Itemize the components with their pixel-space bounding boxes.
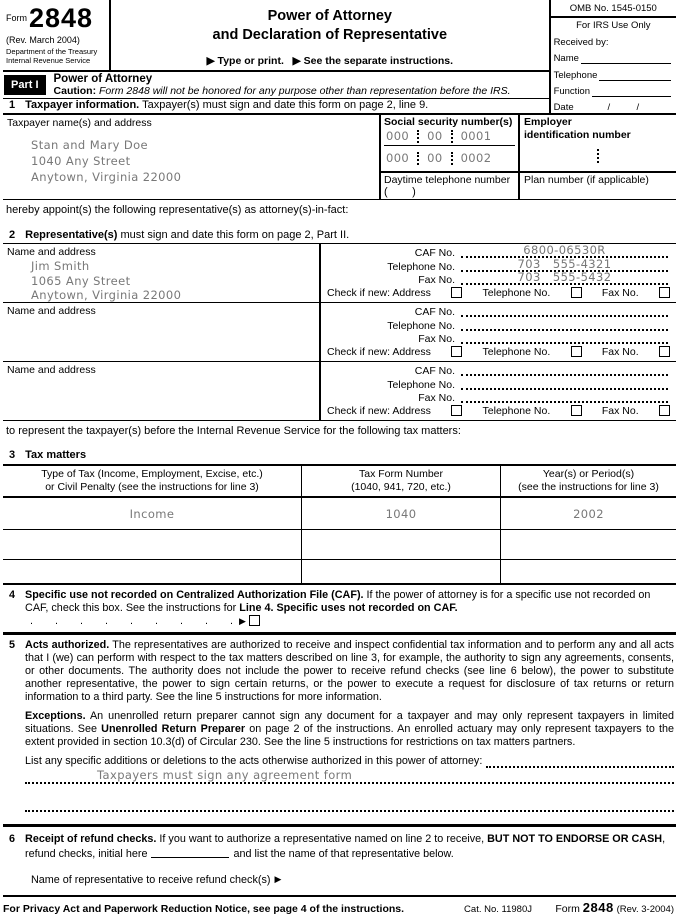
line4-specific-use — [3, 589, 676, 629]
line6-number: 6 — [9, 833, 16, 846]
representative-row-1 — [3, 244, 676, 303]
rep2-new-telephone-checkbox[interactable] — [571, 346, 582, 357]
acts-authorized-bold: Acts authorized. — [25, 638, 110, 651]
rep1-check-if-new-label: Check if new: Address — [327, 286, 431, 299]
representative-row-3 — [3, 362, 676, 421]
tax-form-cell-3[interactable] — [301, 560, 500, 583]
received-function-field[interactable] — [592, 87, 671, 97]
form-title — [111, 0, 549, 70]
rep3-caf-label: CAF No. — [414, 365, 455, 377]
to-represent-text: to represent the taxpayer(s) before the Internal Revenue Service for the following tax matters: — [6, 425, 461, 437]
rep1-new-address-checkbox[interactable] — [451, 287, 462, 298]
ssn-label: Social security number(s) — [384, 116, 513, 128]
rep2-telephone-field[interactable] — [461, 317, 668, 331]
rep1-fax-value: 703 555-5432 — [517, 270, 612, 285]
ssn2-group: 00 — [427, 151, 443, 165]
ssn1-serial: 0001 — [460, 129, 492, 143]
ssn1-group: 00 — [427, 129, 443, 143]
rep1-caf-field[interactable] — [461, 244, 668, 258]
footer-form-number: 2848 — [582, 899, 614, 915]
line6-text-3: and list the name of that representative below. — [233, 847, 454, 860]
rep2-new-fax-checkbox[interactable] — [659, 346, 670, 357]
daytime-phone-label: Daytime telephone number — [384, 174, 511, 186]
right-arrow-icon: ▶ — [239, 616, 246, 627]
line4-number: 4 — [9, 589, 16, 601]
ssn2-serial: 0002 — [460, 151, 492, 165]
rep1-caf-label: CAF No. — [414, 247, 455, 259]
rep3-telephone-field[interactable] — [461, 376, 668, 390]
col2-header-line2: (1040, 941, 720, etc.) — [351, 481, 451, 493]
received-telephone-field[interactable] — [599, 71, 671, 81]
line6-bold: Receipt of refund checks. — [25, 833, 157, 846]
section-divider — [3, 632, 676, 635]
rep1-city-value: Anytown, Virginia 22000 — [31, 288, 182, 302]
rep2-caf-label: CAF No. — [414, 306, 455, 318]
line4-text: If the power of attorney is for a specific use not recorded on CAF, check this box. See the instructions for — [25, 589, 651, 615]
rep1-check-fax-label: Fax No. — [601, 286, 639, 299]
rep3-new-address-checkbox[interactable] — [451, 405, 462, 416]
received-name-field[interactable] — [581, 54, 671, 64]
rep3-check-telephone-label: Telephone No. — [482, 404, 551, 417]
footer — [3, 900, 676, 915]
rep3-caf-field[interactable] — [461, 362, 668, 376]
line3-tax-matters — [3, 449, 676, 461]
caution-text: Form 2848 will not be honored for any purpose other than representation before the IRS. — [96, 85, 511, 97]
footer-form-revision: (Rev. 3-2004) — [616, 903, 674, 915]
refund-representative-label: Name of representative to receive refund check(s) — [31, 873, 271, 886]
rep2-check-telephone-label: Telephone No. — [482, 345, 551, 358]
rep2-fax-label: Fax No. — [418, 333, 455, 346]
tax-year-cell-2[interactable] — [500, 530, 676, 559]
tax-matters-table — [3, 464, 676, 585]
additions-entry-line-2[interactable] — [25, 810, 674, 812]
plan-number-label: Plan number (if applicable) — [524, 174, 649, 186]
line1-taxpayer-information — [3, 99, 549, 112]
rep1-name-address-cell[interactable] — [3, 244, 321, 302]
line1-rest: Taxpayer(s) must sign and date this form on page 2, line 9. — [139, 99, 429, 112]
title-line-1: Power of Attorney — [267, 8, 392, 24]
rep2-new-address-checkbox[interactable] — [451, 346, 462, 357]
rep2-check-if-new-label: Check if new: Address — [327, 345, 431, 358]
line1-number: 1 — [9, 99, 16, 112]
line2-bold: Representative(s) — [25, 229, 118, 241]
ssn-divider-icon — [417, 152, 419, 165]
taxpayer-info-box — [3, 113, 676, 200]
ssn1-area: 000 — [386, 129, 410, 143]
form-revision: (Rev. March 2004) — [6, 35, 80, 45]
rep1-new-telephone-checkbox[interactable] — [571, 287, 582, 298]
received-name-label: Name — [553, 53, 579, 65]
rep2-name-address-cell[interactable] — [3, 303, 321, 361]
unenrolled-return-preparer-bold: Unenrolled Return Preparer — [101, 722, 246, 735]
line6-text-2: , refund checks, initial here — [25, 833, 666, 860]
irs-label: Internal Revenue Service — [6, 55, 91, 65]
privacy-act-notice: For Privacy Act and Paperwork Reduction Notice, see page 4 of the instructions. — [3, 902, 405, 915]
line6-text-1: If you want to authorize a representative named on line 2 to receive, — [156, 833, 488, 846]
hereby-appoints-text: hereby appoint(s) the following representative(s) as attorney(s)-in-fact: — [6, 204, 349, 216]
catalog-number: Cat. No. 11980J — [464, 903, 532, 915]
rep1-fax-label: Fax No. — [418, 274, 455, 287]
irs-use-only-label: For IRS Use Only — [576, 20, 651, 31]
rep3-fax-field[interactable] — [461, 389, 668, 403]
ein-label: Employer identification number — [524, 116, 631, 141]
title-line-2: and Declaration of Representative — [212, 27, 448, 43]
tax-table-row-1 — [3, 498, 676, 530]
footer-form-id — [555, 900, 676, 915]
exceptions-bold: Exceptions. — [25, 709, 86, 722]
rep2-name-address-label: Name and address — [7, 305, 96, 317]
dept-treasury: Department of the Treasury — [6, 47, 98, 56]
received-date-field[interactable]: / / — [607, 102, 640, 114]
col3-header-line1: Year(s) or Period(s) — [542, 468, 635, 480]
taxpayer-name-address-label: Taxpayer name(s) and address — [7, 117, 152, 129]
taxpayer-name-value: Stan and Mary Doe — [31, 138, 149, 152]
taxpayer-street-value: 1040 Any Street — [31, 154, 131, 168]
line2-number: 2 — [9, 229, 16, 241]
part1-heading: Power of Attorney — [53, 72, 153, 85]
rep2-caf-field[interactable] — [461, 303, 668, 317]
list-additions-label: List any specific additions or deletions to the acts otherwise authorized in this power of attorney: — [25, 755, 483, 768]
rep3-name-address-label: Name and address — [7, 364, 96, 376]
section-divider — [3, 824, 676, 827]
tax-type-value: Income — [129, 506, 175, 521]
representative-row-2 — [3, 303, 676, 362]
line4-bold2: Line 4. Specific uses not recorded on CAF. — [239, 602, 458, 615]
line6-bold2: BUT NOT TO ENDORSE OR CASH — [487, 833, 663, 846]
footer-form-word: Form — [555, 902, 580, 915]
form-number: 2848 — [29, 3, 94, 33]
initial-here-field[interactable] — [151, 847, 229, 858]
ssn-cell — [379, 115, 518, 199]
ssn2-area: 000 — [386, 151, 410, 165]
rep3-check-fax-label: Fax No. — [601, 404, 639, 417]
omb-number: OMB No. 1545-0150 — [551, 0, 676, 18]
rep1-new-fax-checkbox[interactable] — [659, 287, 670, 298]
list-additions-field[interactable] — [486, 758, 674, 768]
acts-authorized-text: The representatives are authorized to receive and inspect confidential tax information and to perform any and all acts that I (we) can perform with respect to the tax matters described on line 3, for example, the authority to sign any agreements, consents, or other documents. The authority does not include the power to receive refund checks (see line 6 below), the power to substitute another representative, the power to sign certain returns, or the power to execute a request for disclosure of tax returns or return information to a third party. See the line 5 instructions for more information. — [25, 638, 674, 704]
line4-bold: Specific use not recorded on Centralized Authorization File (CAF). — [25, 589, 364, 601]
ssn-divider-icon — [451, 152, 453, 165]
rep1-check-telephone-label: Telephone No. — [482, 286, 551, 299]
additions-entry-line-1[interactable] — [25, 769, 674, 784]
line3-heading: Tax matters — [25, 449, 87, 461]
tax-table-header — [3, 466, 676, 498]
taxpayer-name-address-cell[interactable] — [3, 115, 379, 199]
daytime-phone-cell[interactable] — [381, 171, 518, 199]
line4-dot-leader: . . . . . . . . . — [25, 615, 236, 628]
line3-number: 3 — [9, 449, 16, 461]
acts-authorized-paragraph — [25, 639, 674, 705]
received-function-label: Function — [553, 85, 590, 97]
rep1-name-value: Jim Smith — [31, 259, 90, 273]
exceptions-paragraph — [25, 710, 674, 750]
rep3-name-address-cell[interactable] — [3, 362, 321, 420]
form-number-block — [3, 0, 111, 70]
received-by-label: Received by: — [553, 37, 609, 49]
form-header — [3, 0, 676, 113]
rep1-name-address-label: Name and address — [7, 246, 96, 258]
rep2-telephone-label: Telephone No. — [387, 319, 455, 332]
rep1-street-value: 1065 Any Street — [31, 273, 131, 288]
line5-number: 5 — [9, 638, 16, 651]
caution-label: Caution: — [53, 85, 97, 97]
part1-header — [3, 72, 549, 99]
part1-badge: Part I — [4, 75, 46, 95]
rep3-check-if-new-label: Check if new: Address — [327, 404, 431, 417]
rep1-telephone-value: 703 555-4321 — [517, 256, 612, 271]
right-arrow-icon: ▶ — [274, 873, 282, 884]
tax-form-cell-1[interactable] — [301, 498, 500, 529]
tax-table-row-3 — [3, 560, 676, 583]
refund-representative-line — [3, 874, 676, 886]
tax-table-row-2 — [3, 530, 676, 560]
rep3-telephone-label: Telephone No. — [387, 378, 455, 391]
rep1-telephone-label: Telephone No. — [387, 260, 455, 273]
line2-representatives — [3, 229, 676, 241]
irs-use-only-box — [549, 0, 676, 113]
rep3-fax-label: Fax No. — [418, 392, 455, 405]
ssn-field-1[interactable] — [384, 129, 515, 146]
tax-year-cell-1[interactable] — [500, 498, 676, 529]
col3-header-line2: (see the instructions for line 3) — [518, 481, 659, 493]
line2-rest: must sign and date this form on page 2, Part II. — [117, 229, 350, 241]
exceptions-text-b: on page 2 of the instructions. An enrolled actuary may only represent taxpayers to the extent provided in section 10.3(d) of Circular 230. See the line 5 instructions for restrictions on tax matters partners. — [25, 722, 675, 749]
rep1-caf-value: 6800-06530R — [523, 243, 606, 257]
tax-type-cell-3[interactable] — [3, 560, 301, 583]
line5-acts-authorized — [3, 639, 676, 813]
rep2-fax-field[interactable] — [461, 330, 668, 344]
ein-divider-icon — [597, 149, 599, 163]
line1-bold: Taxpayer information. — [25, 99, 140, 112]
plan-number-cell[interactable] — [520, 171, 676, 199]
ssn-divider-icon — [451, 130, 453, 143]
additions-handwriting: Taxpayers must sign any agreement form — [97, 768, 353, 783]
specific-use-checkbox[interactable] — [249, 615, 260, 626]
rep1-fax-field[interactable] — [461, 271, 668, 285]
ein-cell — [518, 115, 676, 199]
line6-refund-checks — [3, 833, 676, 860]
rep3-new-telephone-checkbox[interactable] — [571, 405, 582, 416]
tax-year-value: 2002 — [573, 506, 604, 521]
tax-type-cell-1[interactable] — [3, 498, 301, 529]
footer-divider — [3, 895, 676, 897]
tax-form-value: 1040 — [385, 506, 417, 521]
ssn-divider-icon — [417, 130, 419, 143]
col2-header-line1: Tax Form Number — [358, 468, 443, 480]
ssn-field-2[interactable] — [384, 151, 515, 165]
type-or-print-instruction: ▶ Type or print. ▶ See the separate instructions. — [206, 55, 453, 67]
exceptions-text-a: An unenrolled return preparer cannot sign any document for a taxpayer and may only represent taxpayers in limited situations. See — [25, 709, 674, 735]
list-additions-line — [25, 755, 674, 768]
form-word: Form — [6, 13, 27, 23]
taxpayer-city-value: Anytown, Virginia 22000 — [31, 170, 182, 184]
received-date-label: Date — [553, 102, 574, 114]
col1-header-line1: Type of Tax (Income, Employment, Excise, etc.) — [41, 468, 263, 480]
ein-field[interactable] — [520, 115, 676, 171]
rep3-new-fax-checkbox[interactable] — [659, 405, 670, 416]
rep2-check-fax-label: Fax No. — [601, 345, 639, 358]
tax-type-cell-2[interactable] — [3, 530, 301, 559]
tax-year-cell-3[interactable] — [500, 560, 676, 583]
received-telephone-label: Telephone — [553, 69, 598, 81]
tax-form-cell-2[interactable] — [301, 530, 500, 559]
col1-header-line2: or Civil Penalty (see the instructions for line 3) — [45, 481, 259, 493]
daytime-phone-value: ( ) — [384, 186, 416, 198]
representatives-table — [3, 243, 676, 421]
